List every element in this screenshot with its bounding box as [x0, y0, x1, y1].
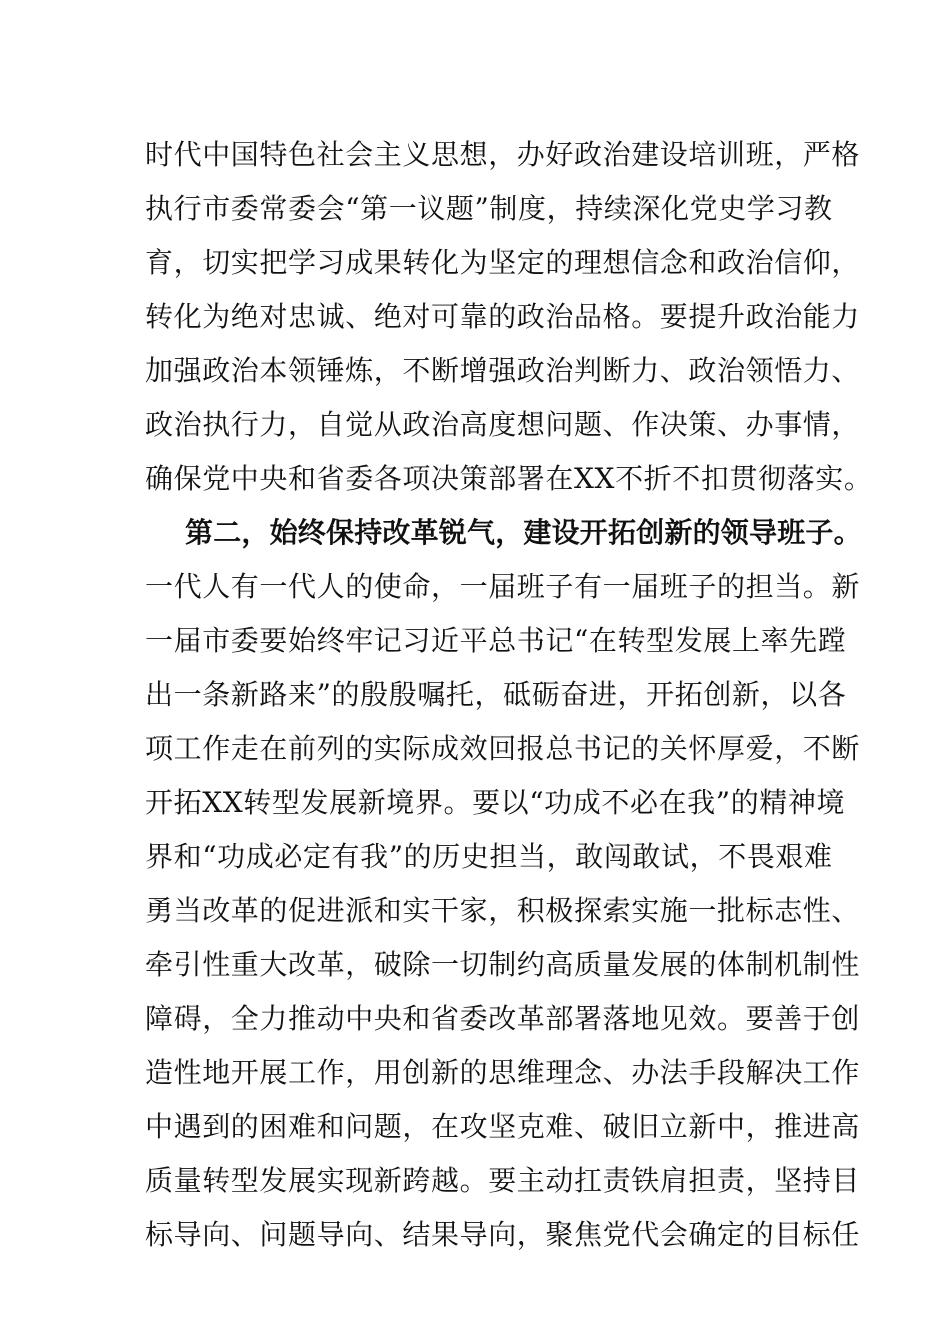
text-line: 一代人有一代人的使命，一届班子有一届班子的担当。新	[145, 570, 861, 603]
text-line: 障碍，全力推动中央和省委改革部署落地见效。要善于创	[145, 1002, 861, 1035]
text-line: 标导向、问题导向、结果导向，聚焦党代会确定的目标任	[145, 1218, 861, 1251]
section-heading: 第二，始终保持改革锐气，建设开拓创新的领导班子。	[185, 516, 862, 549]
text-line: 造性地开展工作，用创新的思维理念、办法手段解决工作	[145, 1056, 861, 1089]
text-line: 一届市委要始终牢记习近平总书记“在转型发展上率先蹚	[145, 624, 847, 657]
text-line: 牵引性重大改革，破除一切制约高质量发展的体制机制性	[145, 948, 861, 981]
text-line: 执行市委常委会“第一议题”制度，持续深化党史学习教	[145, 192, 833, 225]
text-line: 项工作走在前列的实际成效回报总书记的关怀厚爱，不断	[145, 732, 861, 765]
text-line: 开拓XX转型发展新境界。要以“功成不必在我”的精神境	[145, 786, 846, 819]
text-line: 出一条新路来”的殷殷嘱托，砥砺奋进，开拓创新，以各	[145, 678, 847, 711]
text-line: 转化为绝对忠诚、绝对可靠的政治品格。要提升政治能力	[145, 300, 861, 333]
text-line: 界和“功成必定有我”的历史担当，敢闯敢试，不畏艰难	[145, 840, 833, 873]
text-line: 加强政治本领锤炼，不断增强政治判断力、政治领悟力、	[145, 354, 861, 387]
document-body	[145, 128, 873, 1262]
text-line: 政治执行力，自觉从政治高度想问题、作决策、办事情，	[145, 408, 861, 441]
text-line: 育，切实把学习成果转化为坚定的理想信念和政治信仰，	[145, 246, 861, 279]
text-line: 勇当改革的促进派和实干家，积极探索实施一批标志性、	[145, 894, 861, 927]
text-line: 时代中国特色社会主义思想，办好政治建设培训班，严格	[145, 138, 861, 171]
text-line: 质量转型发展实现新跨越。要主动扛责铁肩担责，坚持目	[145, 1164, 861, 1197]
text-line: 确保党中央和省委各项决策部署在XX不折不扣贯彻落实。	[145, 462, 873, 495]
text-line: 中遇到的困难和问题，在攻坚克难、破旧立新中，推进高	[145, 1110, 861, 1143]
